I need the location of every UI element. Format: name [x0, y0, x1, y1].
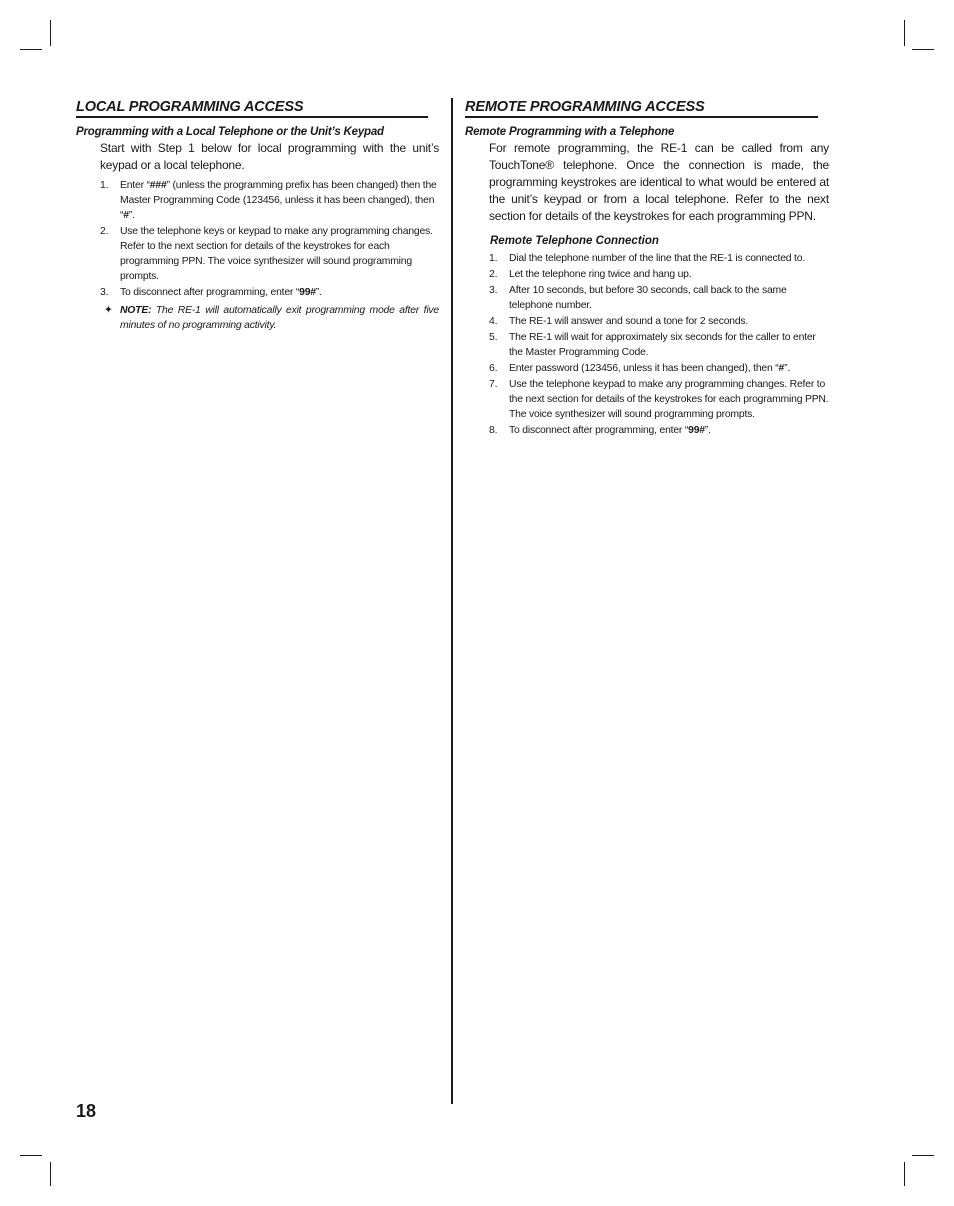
- crop-mark: [912, 49, 934, 50]
- note-text: The RE-1 will automatically exit programming mode after five minutes of no programming activity.: [120, 305, 439, 331]
- list-item: [76, 224, 439, 284]
- local-section-title: LOCAL PROGRAMMING ACCESS: [76, 96, 428, 118]
- local-intro: Start with Step 1 below for local programming with the unit’s keypad or a local telephone.: [100, 141, 439, 172]
- step-number: 3.: [100, 287, 109, 298]
- crop-mark: [904, 1162, 905, 1186]
- list-item: [76, 285, 439, 300]
- remote-section-title: REMOTE PROGRAMMING ACCESS: [465, 96, 818, 118]
- remote-programming-section: [465, 96, 829, 439]
- step-text: To disconnect after programming, enter “: [509, 425, 689, 436]
- step-number: 3.: [489, 285, 498, 296]
- step-text: Enter password (123456, unless it has been changed), then “: [509, 363, 779, 374]
- list-item: [465, 361, 829, 376]
- crop-mark: [20, 1155, 42, 1156]
- step-key: #: [778, 363, 785, 374]
- crop-mark: [912, 1155, 934, 1156]
- local-programming-section: [76, 96, 439, 333]
- step-number: 5.: [489, 332, 498, 343]
- step-number: 8.: [489, 425, 498, 436]
- step-key: 99#: [299, 287, 316, 298]
- page-number: 18: [76, 1101, 97, 1121]
- crop-mark: [904, 20, 905, 46]
- step-text: ” (unless the programming prefix has been changed) then the Master Programming Code (123456, unless it has been changed), then “: [120, 180, 437, 221]
- step-text: The RE-1 will wait for approximately six seconds for the caller to enter the Master Programming Code.: [509, 332, 816, 358]
- step-text: ”.: [704, 425, 711, 436]
- step-text: ”.: [784, 363, 791, 374]
- step-number: 2.: [489, 269, 498, 280]
- remote-intro: For remote programming, the RE-1 can be called from any TouchTone® telephone. Once the connection is made, the programming keystrokes are identical to what would be entered at the unit’s keypad or from a local telephone. Refer to the next section for details of the keystrokes for each programming PPN.: [489, 141, 829, 223]
- step-text: Use the telephone keypad to make any programming changes. Refer to the next section for details of the keystrokes for each programming PPN. The voice synthesizer will sound programming prompts.: [509, 379, 829, 420]
- list-item: [465, 267, 829, 282]
- note-star-icon: ✦: [104, 305, 113, 316]
- local-subhead: Programming with a Local Telephone or the Unit’s Keypad: [76, 126, 384, 138]
- step-text: ”.: [128, 210, 135, 221]
- note-label: NOTE:: [120, 305, 152, 316]
- step-number: 1.: [100, 180, 109, 191]
- local-note: [76, 303, 439, 333]
- remote-subhead: Remote Programming with a Telephone: [465, 126, 675, 138]
- list-item: [465, 251, 829, 266]
- step-text: After 10 seconds, but before 30 seconds, call back to the same telephone number.: [509, 285, 787, 311]
- list-item: [465, 377, 829, 422]
- list-item: [465, 314, 829, 329]
- remote-steps-list: [465, 251, 829, 438]
- step-text: Enter “: [120, 180, 150, 191]
- remote-connection-subhead: Remote Telephone Connection: [490, 235, 659, 247]
- step-text: ”.: [315, 287, 322, 298]
- step-number: 7.: [489, 379, 498, 390]
- list-item: [465, 283, 829, 313]
- crop-mark: [50, 1162, 51, 1186]
- step-text: The RE-1 will answer and sound a tone for 2 seconds.: [509, 316, 749, 327]
- crop-mark: [50, 20, 51, 46]
- list-item: [465, 330, 829, 360]
- step-key: ###: [149, 180, 167, 191]
- step-number: 1.: [489, 253, 498, 264]
- step-text: To disconnect after programming, enter “: [120, 287, 300, 298]
- step-text: Dial the telephone number of the line that the RE-1 is connected to.: [509, 253, 806, 264]
- crop-mark: [20, 49, 42, 50]
- step-number: 4.: [489, 316, 498, 327]
- local-steps-list: [76, 178, 439, 300]
- step-key: #: [123, 210, 129, 221]
- list-item: [76, 178, 439, 223]
- step-text: Let the telephone ring twice and hang up.: [509, 269, 692, 280]
- column-divider: [451, 98, 453, 1104]
- step-key: 99#: [688, 425, 705, 436]
- step-number: 6.: [489, 363, 498, 374]
- step-text: Use the telephone keys or keypad to make any programming changes. Refer to the next section for details of the keystrokes for each programming PPN. The voice synthesizer will sound programming prompts.: [120, 226, 433, 282]
- step-number: 2.: [100, 226, 109, 237]
- list-item: [465, 423, 829, 438]
